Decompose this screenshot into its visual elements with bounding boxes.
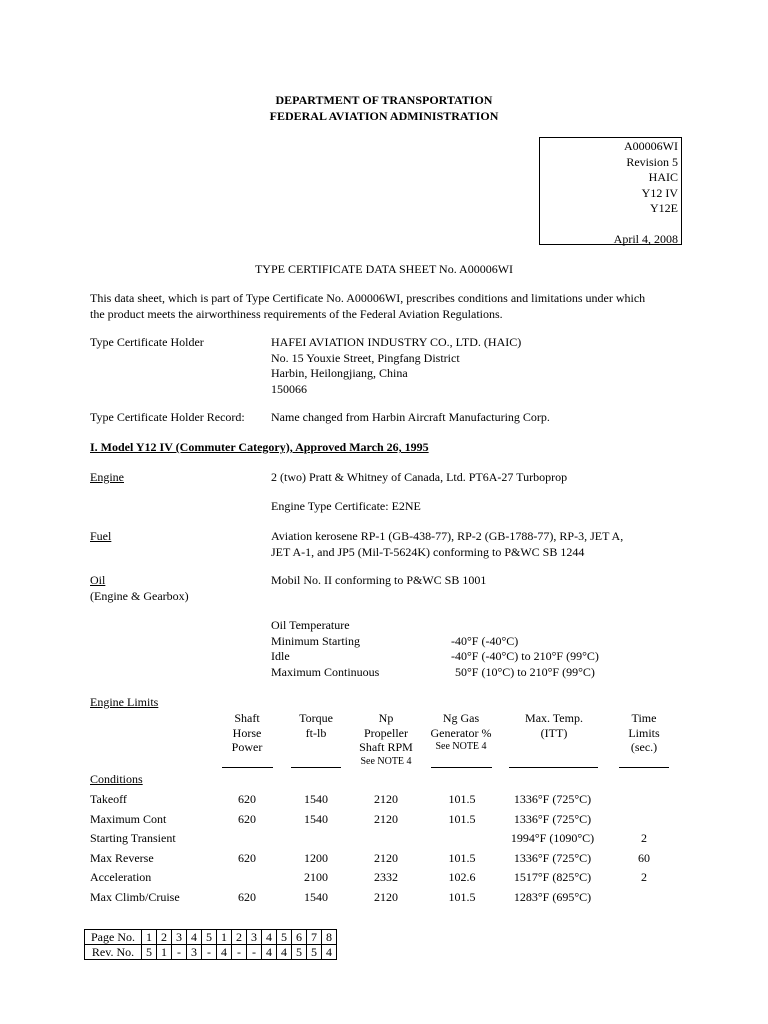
oil-temp-value-3: 50°F (10°C) to 210°F (99°C) — [455, 664, 595, 679]
revision-number-cell: 3 — [187, 945, 202, 960]
limits-cell-time: 2 — [641, 870, 647, 884]
limits-cell-np: 2120 — [374, 792, 398, 806]
section-title: I. Model Y12 IV (Commuter Category), Approved March 26, 1995 — [90, 440, 429, 454]
fuel-label: Fuel — [90, 529, 112, 543]
oil-temp-value-1: -40°F (-40°C) — [451, 633, 519, 648]
limits-cell-ng: 102.6 — [448, 870, 476, 884]
holder-line-3: Harbin, Heilongjiang, China — [271, 366, 408, 380]
revision-number-cell: 4 — [217, 945, 232, 960]
intro-line-1: This data sheet, which is part of Type Certificate No. A00006WI, prescribes conditions and limitations under which — [90, 291, 646, 305]
limits-cell-name: Takeoff — [90, 792, 127, 806]
holder-line-1: HAFEI AVIATION INDUSTRY CO., LTD. (HAIC) — [271, 335, 522, 349]
col-torque-rule — [291, 767, 341, 768]
document-title: TYPE CERTIFICATE DATA SHEET No. A00006WI — [254, 262, 514, 276]
page-number-cell: 5 — [277, 930, 292, 945]
page-revision-table — [84, 929, 337, 960]
col-temp-rule — [509, 767, 598, 768]
id-model-1: Y12 IV — [641, 185, 678, 200]
page-number-cell: 2 — [232, 930, 247, 945]
revision-number-cell: - — [232, 945, 247, 960]
page-number-cell: 8 — [322, 930, 337, 945]
limits-cell-temp: 1283°F (695°C) — [513, 889, 592, 904]
revision-number-cell: 1 — [157, 945, 172, 960]
page-number-cell: 4 — [262, 930, 277, 945]
revision-number-cell: 5 — [307, 945, 322, 960]
page-number-cell: 7 — [307, 930, 322, 945]
holder-record-value: Name changed from Harbin Aircraft Manufacturing Corp. — [271, 410, 550, 424]
page-number-label: Page No. — [85, 930, 142, 945]
col-time-rule — [619, 767, 669, 768]
col-ng-header: Ng Gas Generator % See NOTE 4 — [430, 711, 492, 752]
limits-cell-ng: 101.5 — [448, 811, 476, 826]
oil-label: Oil — [90, 573, 106, 587]
page-number-cell: 4 — [187, 930, 202, 945]
revision-number-cell: 4 — [262, 945, 277, 960]
col-torque-header: Torque ft-lb — [299, 711, 333, 740]
limits-cell-np: 2120 — [374, 811, 398, 826]
engine-label: Engine — [90, 470, 124, 484]
oil-temp-name-2: Idle — [271, 649, 290, 663]
page-number-cell: 5 — [202, 930, 217, 945]
col-np-header: Np Propeller Shaft RPM See NOTE 4 — [359, 711, 413, 767]
oil-temp-name-3: Maximum Continuous — [271, 664, 380, 679]
revision-number-cell: 5 — [292, 945, 307, 960]
id-holder: HAIC — [648, 170, 678, 184]
limits-cell-temp: 1336°F (725°C) — [513, 811, 592, 826]
id-number: A00006WI — [624, 139, 678, 153]
fuel-line-1: Aviation kerosene RP-1 (GB-438-77), RP-2 (GB-1788-77), RP-3, JET A, — [271, 529, 624, 543]
limits-cell-name: Max Climb/Cruise — [90, 889, 180, 904]
col-shp-rule — [222, 767, 273, 768]
id-revision: Revision 5 — [626, 154, 678, 169]
engine-limits-label: Engine Limits — [90, 695, 159, 709]
limits-cell-np: 2332 — [374, 870, 398, 884]
holder-record-label: Type Certificate Holder Record: — [90, 410, 245, 424]
holder-line-2: No. 15 Youxie Street, Pingfang District — [271, 350, 460, 365]
conditions-label: Conditions — [90, 772, 143, 786]
oil-temp-value-2: -40°F (-40°C) to 210°F (99°C) — [451, 649, 599, 663]
limits-cell-name: Starting Transient — [90, 831, 176, 845]
limits-cell-name: Maximum Cont — [90, 811, 167, 826]
limits-cell-shp: 620 — [238, 811, 256, 826]
limits-cell-np: 2120 — [374, 889, 398, 904]
fuel-line-2: JET A-1, and JP5 (Mil-T-5624K) conforming to P&WC SB 1244 — [271, 544, 585, 559]
limits-cell-temp: 1517°F (825°C) — [513, 870, 592, 884]
page-number-cell: 3 — [247, 930, 262, 945]
limits-cell-time: 2 — [641, 831, 647, 845]
limits-cell-temp: 1336°F (725°C) — [513, 850, 592, 865]
limits-cell-shp: 620 — [238, 792, 256, 806]
limits-cell-torque: 1200 — [304, 850, 328, 865]
holder-label: Type Certificate Holder — [90, 335, 204, 349]
limits-cell-torque: 1540 — [304, 792, 328, 806]
engine-cert: Engine Type Certificate: E2NE — [271, 499, 421, 513]
header-dept: DEPARTMENT OF TRANSPORTATION — [275, 93, 493, 107]
intro-line-2: the product meets the airworthiness requirements of the Federal Aviation Regulations. — [90, 306, 503, 321]
oil-temp-name-1: Minimum Starting — [271, 633, 361, 648]
limits-cell-torque: 1540 — [304, 811, 328, 826]
limits-cell-time: 60 — [638, 850, 650, 865]
limits-cell-ng: 101.5 — [448, 792, 476, 806]
holder-line-4: 150066 — [271, 381, 307, 396]
col-temp-header: Max. Temp. (ITT) — [525, 711, 583, 740]
page-number-cell: 2 — [157, 930, 172, 945]
limits-cell-shp: 620 — [238, 889, 256, 904]
id-model-2: Y12E — [650, 201, 678, 215]
revision-number-cell: - — [202, 945, 217, 960]
page-number-cell: 1 — [217, 930, 232, 945]
limits-cell-ng: 101.5 — [448, 889, 476, 904]
limits-cell-torque: 1540 — [304, 889, 328, 904]
revision-number-cell: 5 — [142, 945, 157, 960]
page-number-cell: 1 — [142, 930, 157, 945]
limits-cell-np: 2120 — [374, 850, 398, 865]
limits-cell-shp: 620 — [238, 850, 256, 865]
col-ng-rule — [431, 767, 492, 768]
limits-cell-torque: 2100 — [304, 870, 328, 884]
col-time-header: Time Limits (sec.) — [628, 711, 660, 754]
page-number-cell: 3 — [172, 930, 187, 945]
revision-number-label: Rev. No. — [85, 945, 142, 960]
oil-temp-title: Oil Temperature — [271, 618, 350, 632]
oil-sublabel: (Engine & Gearbox) — [90, 588, 189, 603]
col-shp-header: Shaft Horse Power — [231, 711, 263, 754]
limits-cell-ng: 101.5 — [448, 850, 476, 865]
engine-value: 2 (two) Pratt & Whitney of Canada, Ltd. PT6A-27 Turboprop — [271, 470, 568, 484]
revision-number-row — [85, 945, 337, 960]
limits-cell-name: Acceleration — [90, 870, 152, 884]
page-number-row — [85, 930, 337, 945]
oil-value: Mobil No. II conforming to P&WC SB 1001 — [271, 573, 487, 587]
header-agency: FEDERAL AVIATION ADMINISTRATION — [269, 109, 499, 123]
revision-number-cell: - — [247, 945, 262, 960]
limits-cell-name: Max Reverse — [90, 850, 154, 865]
limits-cell-temp: 1994°F (1090°C) — [510, 831, 595, 845]
revision-number-cell: - — [172, 945, 187, 960]
limits-cell-temp: 1336°F (725°C) — [513, 792, 592, 806]
id-date: April 4, 2008 — [613, 232, 678, 246]
revision-number-cell: 4 — [277, 945, 292, 960]
revision-number-cell: 4 — [322, 945, 337, 960]
page-number-cell: 6 — [292, 930, 307, 945]
